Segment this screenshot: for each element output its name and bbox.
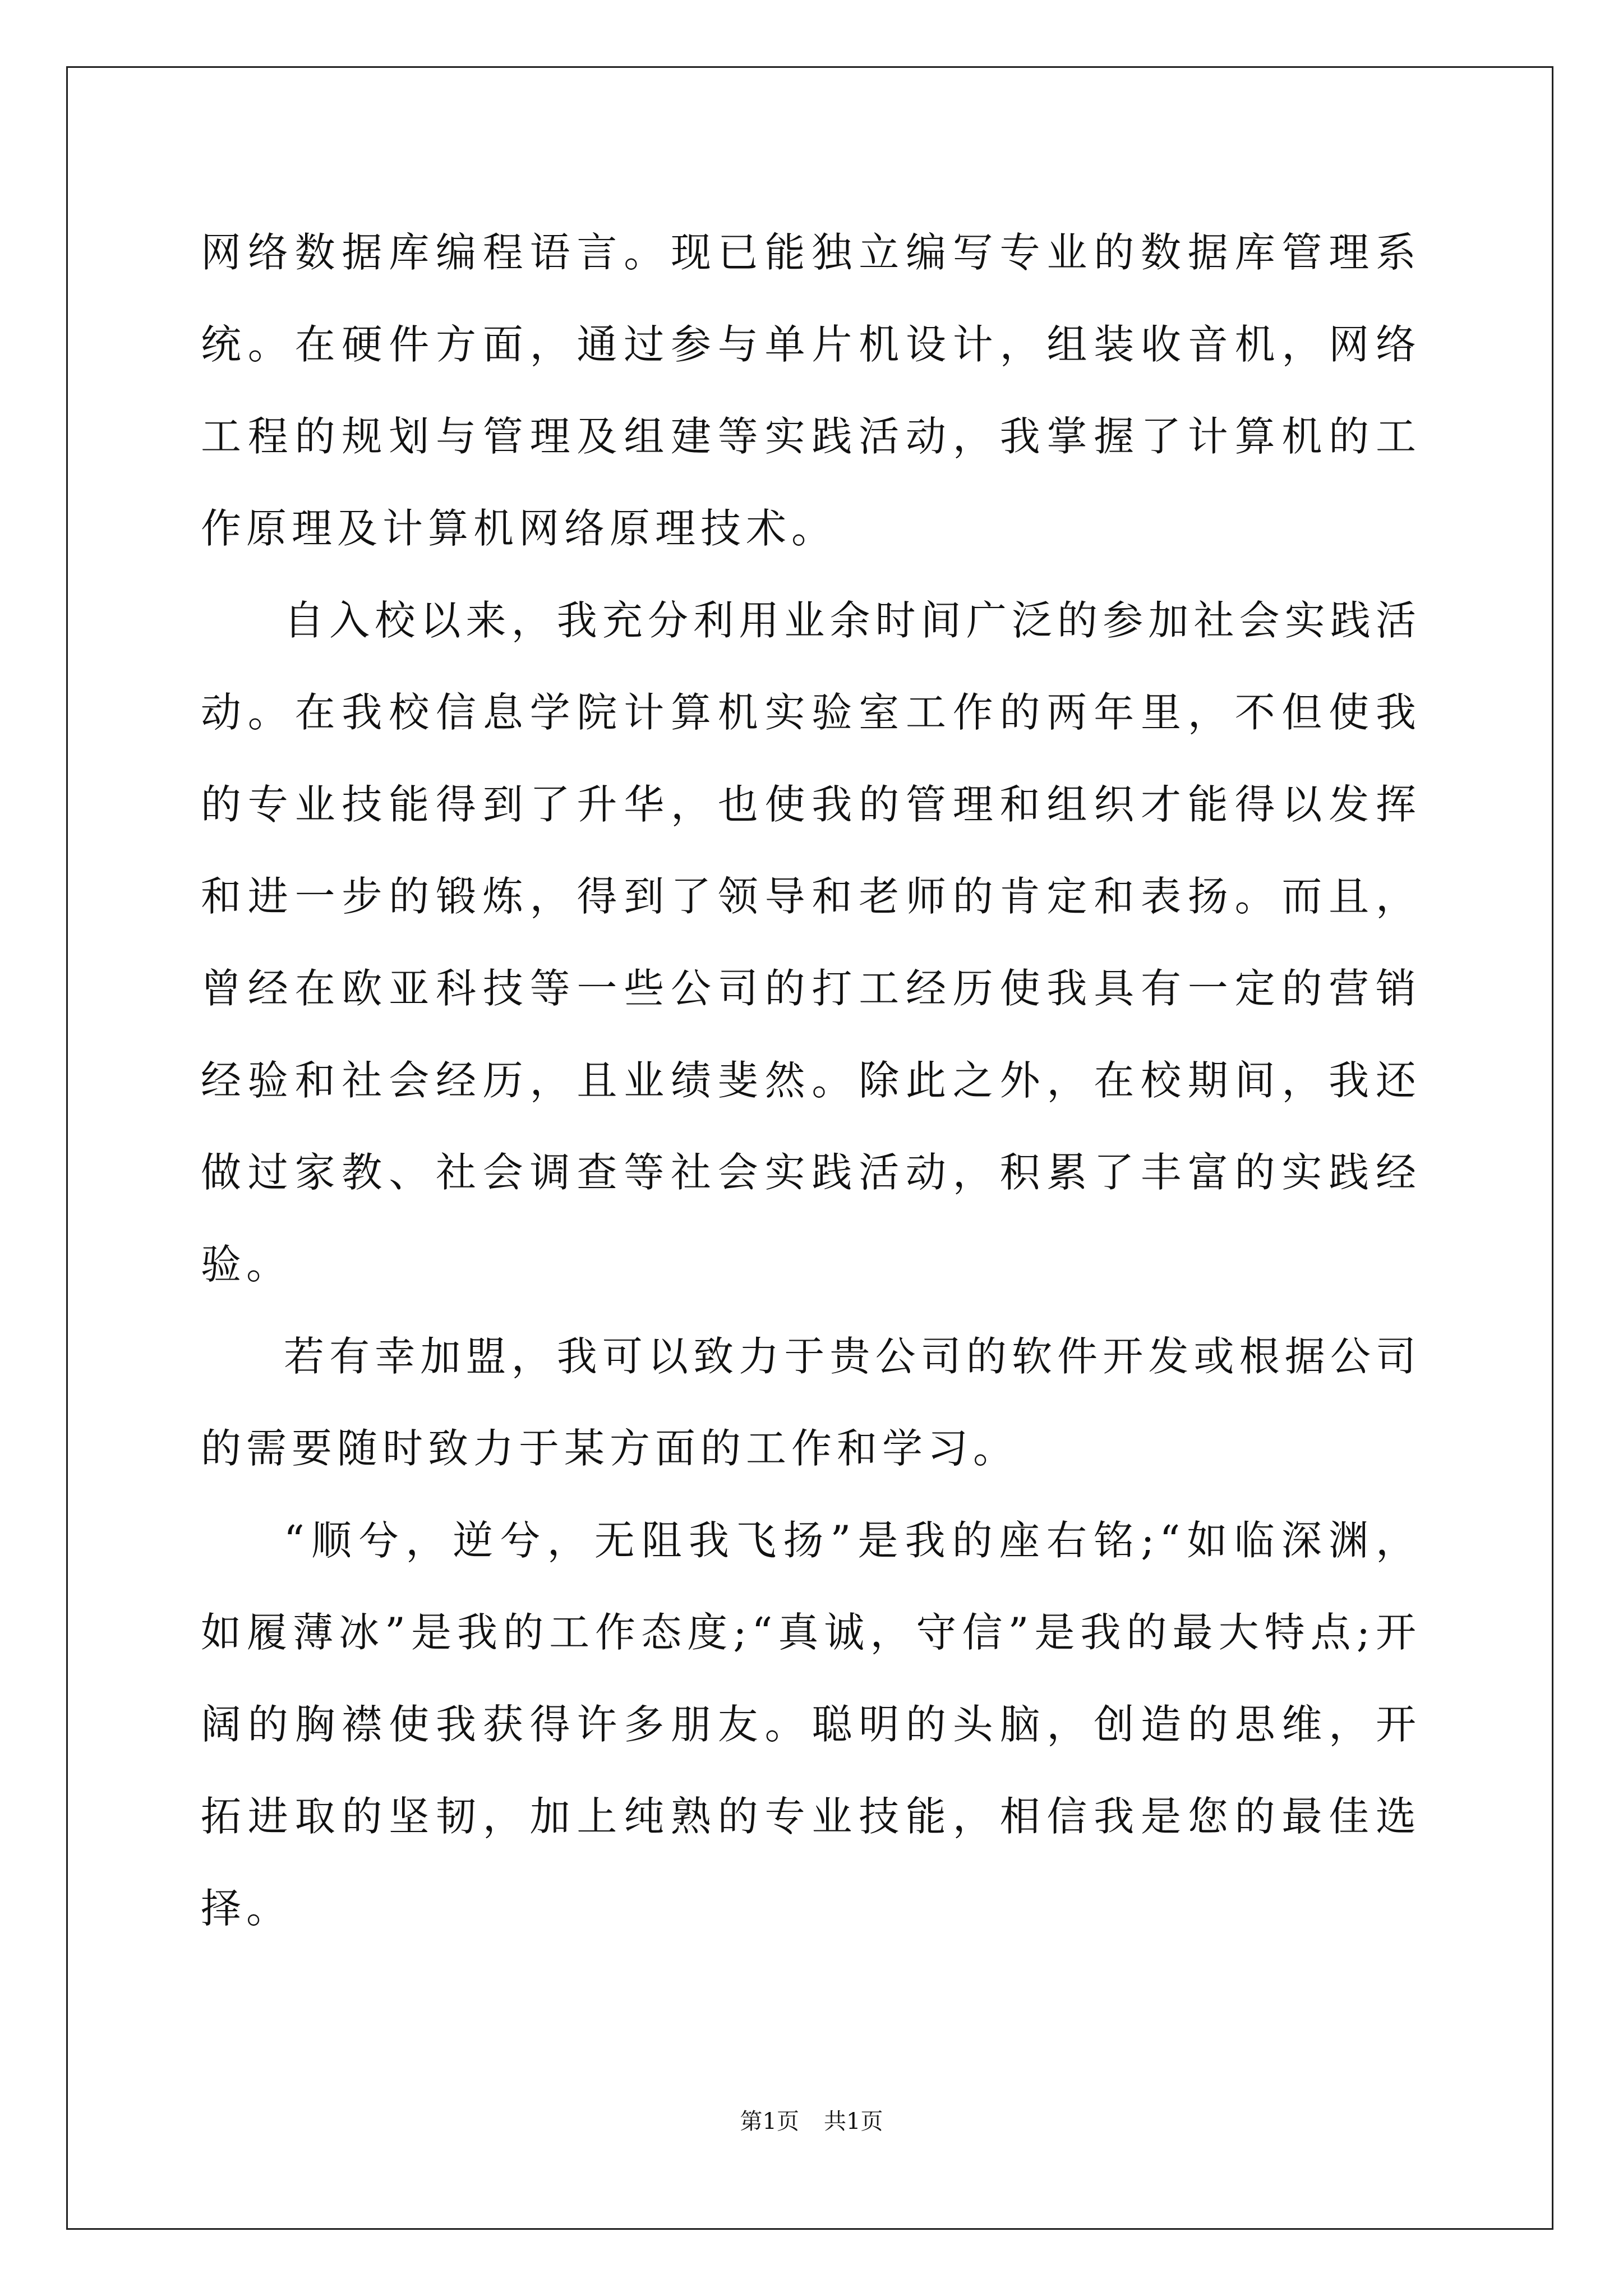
paragraph-motto: “顺兮，逆兮，无阻我飞扬”是我的座右铭;“如临深渊，如履薄冰”是我的工作态度;“真诚，守信”是我的最大特点;开阔的胸襟使我获得许多朋友。聪明的头脑，创造的思维，开拓进取的坚韧，加上纯熟的专业技能，相信我是您的最佳选择。 bbox=[201, 1517, 1421, 1932]
paragraph-aspiration: 若有幸加盟，我可以致力于贵公司的软件开发或根据公司的需要随时致力于某方面的工作和学习。 bbox=[201, 1333, 1421, 1472]
paragraph-experience: 自入校以来，我充分利用业余时间广泛的参加社会实践活动。在我校信息学院计算机实验室工作的两年里，不但使我的专业技能得到了升华，也使我的管理和组织才能得以发挥和进一步的锻炼，得到了领导和老师的肯定和表扬。而且，曾经在欧亚科技等一些公司的打工经历使我具有一定的营销经验和社会经历，且业绩斐然。除此之外，在校期间，我还做过家教、社会调查等社会实践活动，积累了丰富的实践经验。 bbox=[201, 597, 1421, 1288]
page-footer bbox=[0, 2105, 1623, 2138]
paragraph-skills: 网络数据库编程语言。现已能独立编写专业的数据库管理系统。在硬件方面，通过参与单片机设计，组装收音机，网络工程的规划与管理及组建等实践活动，我掌握了计算机的工作原理及计算机网络原理技术。 bbox=[201, 229, 1421, 552]
document-body bbox=[201, 206, 1421, 1954]
page-number-total: 共1页 bbox=[824, 2109, 883, 2134]
page-number-current: 第1页 bbox=[740, 2109, 799, 2134]
